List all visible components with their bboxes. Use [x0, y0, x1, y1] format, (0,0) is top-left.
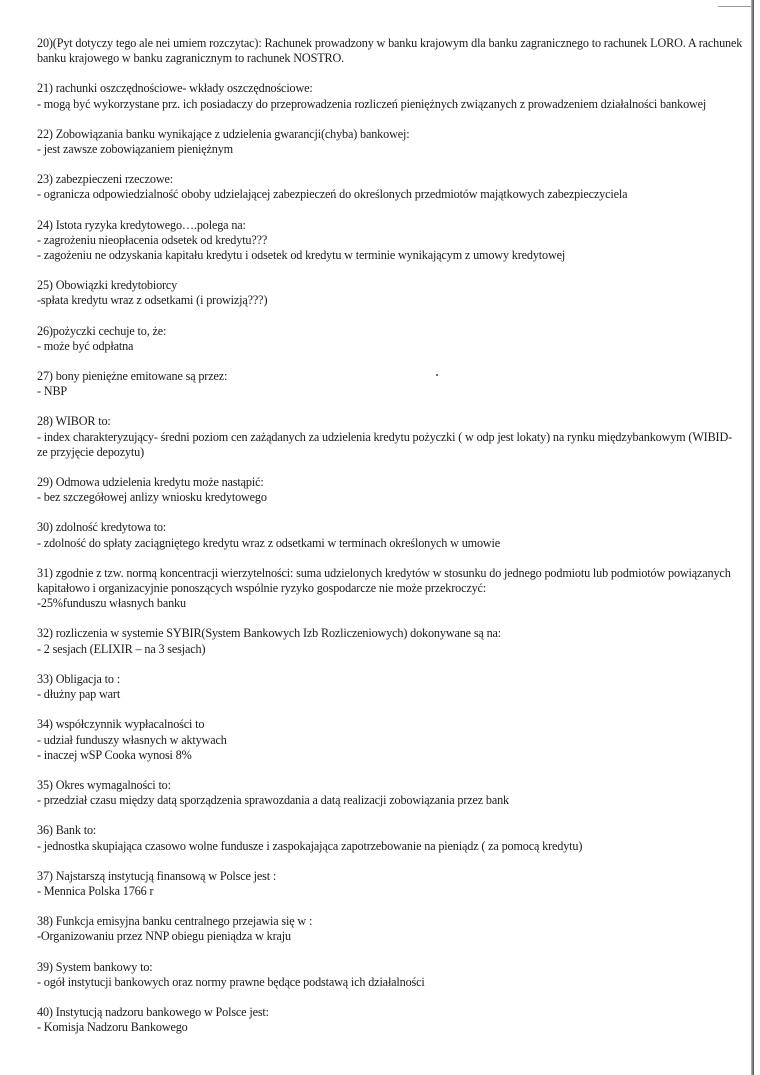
answer-text: - inaczej wSP Cooka wynosi 8% [37, 747, 192, 762]
question-text: 30) zdolność kredytowa to: [37, 520, 167, 535]
question-text: 26)pożyczki cechuje to, że: [37, 323, 167, 338]
question-text: 39) System bankowy to: [37, 959, 153, 974]
answer-text: - udział funduszy własnych w aktywach [37, 732, 227, 747]
question-text: 23) zabezpieczeni rzeczowe: [37, 172, 174, 187]
answer-text: - index charakteryzujący- średni poziom cen zażądanych za udzielenia kredytu pożyczki ( w odp jest lokaty) na rynku międzybankowym (WIBID- ze przyjęcie depozytu) [37, 429, 733, 459]
question-text: 25) Obowiązki kredytobiorcy [37, 278, 178, 293]
question-item [37, 172, 745, 202]
question-text: 21) rachunki oszczędnościowe- wkłady oszczędnościowe: [37, 81, 313, 96]
question-text: 37) Najstarszą instytucją finansową w Polsce jest : [37, 868, 277, 883]
question-item [37, 869, 745, 899]
question-item [37, 414, 745, 460]
question-item [37, 278, 745, 308]
answer-text: - mogą być wykorzystane prz. ich posiadaczy do przeprowadzenia rozliczeń pieniężnych związanych z prowadzeniem działalności bankowej [37, 96, 707, 111]
question-text: 22) Zobowiązania banku wynikające z udzielenia gwarancji(chyba) bankowej: [37, 126, 410, 141]
question-item [37, 218, 745, 264]
question-text: 24) Istota ryzyka kredytowego….polega na: [37, 217, 246, 232]
question-item [37, 778, 745, 808]
question-item [37, 81, 745, 111]
answer-text: - Komisja Nadzoru Bankowego [37, 1020, 188, 1035]
question-text: 28) WIBOR to: [37, 414, 111, 429]
question-text: 29) Odmowa udzielenia kredytu może nastąpić: [37, 475, 264, 490]
question-item [37, 1005, 745, 1035]
answer-text: - NBP [37, 384, 68, 399]
question-item [37, 626, 745, 656]
question-text: 27) bony pieniężne emitowane są przez: [37, 369, 228, 384]
question-text: 40) Instytucją nadzoru bankowego w Polsce jest: [37, 1004, 269, 1019]
answer-text: - ogranicza odpowiedzialność oboby udzielającej zabezpieczeń do określonych przedmiotów majątkowych zabezpieczyciela [37, 187, 628, 202]
answer-text: - może być odpłatna [37, 338, 134, 353]
question-text: 33) Obligacja to : [37, 671, 120, 686]
question-text: 35) Okres wymagalności to: [37, 777, 171, 792]
question-item [37, 369, 745, 399]
answer-text: -Organizowaniu przez NNP obiegu pieniądza w kraju [37, 929, 291, 944]
answer-text: -spłata kredytu wraz z odsetkami (i prowizją???) [37, 293, 268, 308]
answer-text: - Mennica Polska 1766 r [37, 883, 154, 898]
document-body [37, 36, 745, 1050]
answer-text: - jest zawsze zobowiązaniem pieniężnym [37, 142, 233, 157]
question-text: 34) współczynnik wypłacalności to [37, 717, 205, 732]
question-item [37, 520, 745, 550]
question-item [37, 960, 745, 990]
question-item [37, 717, 745, 763]
question-text: 32) rozliczenia w systemie SYBIR(System Bankowych Izb Rozliczeniowych) dokonywane są na: [37, 626, 502, 641]
question-item [37, 914, 745, 944]
question-item [37, 823, 745, 853]
answer-text: - ogół instytucji bankowych oraz normy prawne będące podstawą ich działalności [37, 974, 425, 989]
question-text: 20)(Pyt dotyczy tego ale nei umiem rozczytac): Rachunek prowadzony w banku krajowym dla banku zagranicznego to rachunek LORO. A rachunek banku krajowego w banku zagranicznym to rachunek NOSTRO. [37, 36, 743, 66]
answer-text: - dłużny pap wart [37, 687, 121, 702]
answer-text: - bez szczegółowej anlizy wniosku kredytowego [37, 490, 267, 505]
question-item [37, 127, 745, 157]
answer-text: - przedział czasu między datą sporządzenia sprawozdania a datą realizacji zobowiązania przez bank [37, 793, 509, 808]
question-item [37, 475, 745, 505]
question-text: 38) Funkcja emisyjna banku centralnego przejawia się w : [37, 914, 313, 929]
question-text: 36) Bank to: [37, 823, 97, 838]
question-item [37, 672, 745, 702]
question-item [37, 324, 745, 354]
question-item [37, 36, 745, 66]
answer-text: -25%funduszu własnych banku [37, 596, 186, 611]
question-text: 31) zgodnie z tzw. normą koncentracji wierzytelności: suma udzielonych kredytów w stosunku do jednego podmiotu lub podmiotów powiązanych kapitałowo i organizacyjnie ponoszących wspólnie ryzyko gospodarcze nie może przekroczyć: [37, 565, 731, 596]
scan-mark [718, 6, 752, 7]
answer-text: - jednostka skupiająca czasowo wolne fundusze i zaspokajająca zapotrzebowanie na pieniądz ( za pomocą kredytu) [37, 838, 583, 853]
page-edge-shadow [751, 0, 754, 1075]
question-item [37, 566, 745, 612]
answer-text: - zagożeniu ne odzyskania kapitału kredytu i odsetek od kredytu w terminie wynikającym z umowy kredytowej [37, 248, 566, 263]
answer-text: - 2 sesjach (ELIXIR – na 3 sesjach) [37, 641, 206, 656]
answer-text: - zagrożeniu nieopłacenia odsetek od kredytu??? [37, 232, 268, 247]
answer-text: - zdolność do spłaty zaciągniętego kredytu wraz z odsetkami w terminach określonych w umowie [37, 535, 501, 550]
